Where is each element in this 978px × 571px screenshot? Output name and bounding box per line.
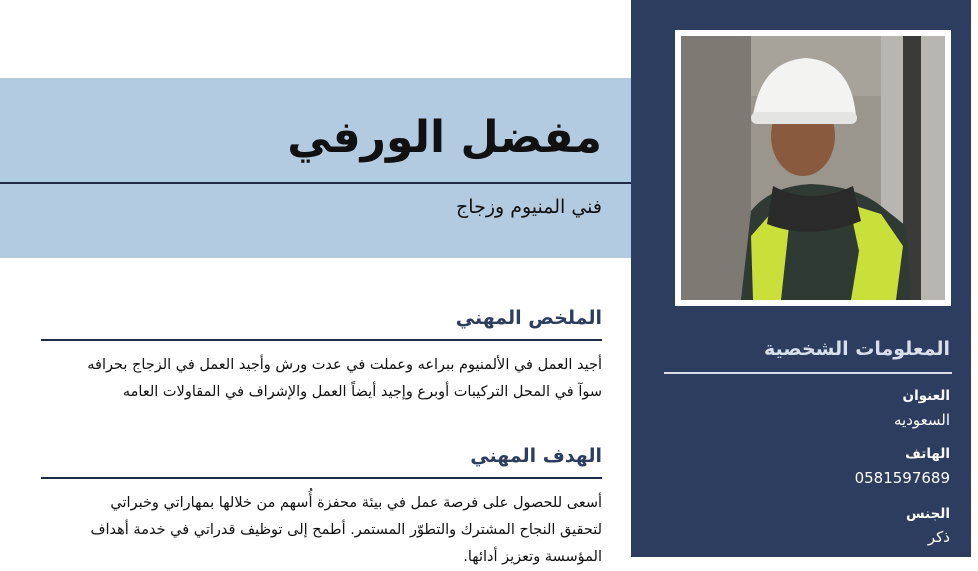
address-value: السعوديه [893, 411, 950, 429]
header-divider [0, 182, 640, 184]
candidate-name: مفضل الورفي [287, 112, 602, 163]
gender-label: الجنس [905, 506, 950, 522]
address-label: العنوان [902, 388, 950, 404]
objective-divider [41, 477, 602, 479]
gender-value: ذكر [927, 528, 950, 546]
summary-divider [41, 339, 602, 341]
personal-info-divider [664, 372, 952, 374]
summary-title: الملخص المهني [455, 307, 602, 329]
job-title: فني المنيوم وزجاج [456, 196, 602, 218]
right-margin [971, 0, 978, 557]
objective-title: الهدف المهني [470, 445, 602, 467]
personal-info-title: المعلومات الشخصية [763, 338, 950, 360]
phone-value: 0581597689 [854, 469, 950, 487]
profile-photo-frame [675, 30, 951, 306]
objective-text: أسعى للحصول على فرصة عمل في بيئة محفزة أُسهم من خلالها بمهاراتي وخبراتي لتحقيق النجاح المشترك والتطوّر المستمر. أطمح إلى توظيف قدراتي في خدمة أهداف المؤسسة وتعزيز أدائها. [90, 495, 602, 565]
profile-photo [681, 36, 945, 300]
phone-label: الهاتف [905, 446, 950, 462]
summary-text: أجيد العمل في الألمنيوم ببراعه وعملت في عدت ورش وأجيد العمل في الزجاج بحرافه سوآ في المحل التركيبات أوبرع وإجيد أيضاً العمل والإشراف في المقاولات العامه [87, 357, 602, 400]
worker-portrait-icon [681, 36, 945, 300]
